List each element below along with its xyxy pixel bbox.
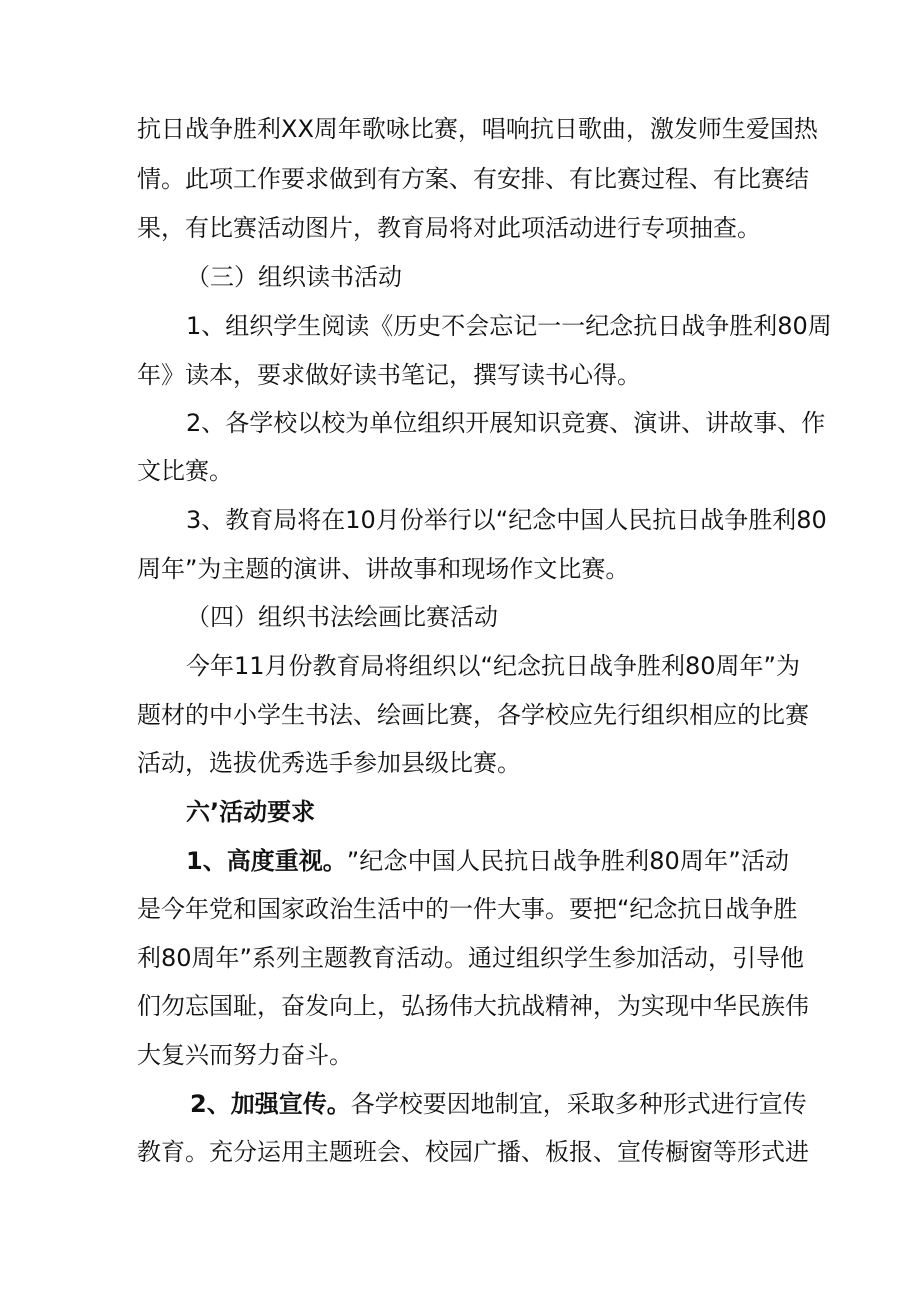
paragraph-line: 3、教育局将在10月份举行以“纪念中国人民抗日战争胜利80 xyxy=(186,506,827,534)
paragraph-line: 是今年党和国家政治生活中的一件大事。要把“纪念抗日战争胜 xyxy=(137,895,798,923)
requirement-2-label: 2、加强宣传。 xyxy=(190,1090,351,1118)
section-heading-6: 六’活动要求 xyxy=(186,798,316,826)
requirement-1-line xyxy=(186,846,789,876)
paragraph-line: 利80周年”系列主题教育活动。通过组织学生参加活动，引导他 xyxy=(137,944,804,972)
paragraph-line: 教育。充分运用主题班会、校园广播、板报、宣传橱窗等形式进 xyxy=(137,1138,809,1166)
section-heading-4: （四）组织书法绘画比赛活动 xyxy=(186,603,498,631)
paragraph-line: 题材的中小学生书法、绘画比赛，各学校应先行组织相应的比赛 xyxy=(137,701,809,729)
paragraph-line: 周年”为主题的演讲、讲故事和现场作文比赛。 xyxy=(137,555,630,583)
paragraph-line: 今年11月份教育局将组织以“纪念抗日战争胜利80周年”为 xyxy=(186,652,800,680)
paragraph-line: 年》读本，要求做好读书笔记，撰写读书心得。 xyxy=(137,361,641,389)
paragraph-line: 文比赛。 xyxy=(137,457,233,485)
section-heading-3: （三）组织读书活动 xyxy=(186,263,402,291)
paragraph-line: 大复兴而努力奋斗。 xyxy=(137,1041,353,1069)
paragraph-line: 2、各学校以校为单位组织开展知识竞赛、演讲、讲故事、作 xyxy=(186,409,826,437)
requirement-1-text: ”纪念中国人民抗日战争胜利80周年”活动 xyxy=(346,847,789,875)
paragraph-line: 1、组织学生阅读《历史不会忘记一一纪念抗日战争胜利80周 xyxy=(186,312,832,340)
paragraph-line: 活动，选拔优秀选手参加县级比赛。 xyxy=(137,749,521,777)
requirement-2-line xyxy=(190,1089,807,1119)
requirement-2-text: 各学校要因地制宜，采取多种形式进行宣传 xyxy=(350,1090,807,1118)
paragraph-line: 抗日战争胜利XX周年歌咏比赛，唱响抗日歌曲，激发师生爱国热 xyxy=(137,115,818,143)
paragraph-line: 果，有比赛活动图片，教育局将对此项活动进行专项抽查。 xyxy=(137,214,761,242)
paragraph-line: 情。此项工作要求做到有方案、有安排、有比赛过程、有比赛结 xyxy=(137,165,809,193)
requirement-1-label: 1、高度重视。 xyxy=(186,847,347,875)
paragraph-line: 们勿忘国耻，奋发向上，弘扬伟大抗战精神，为实现中华民族伟 xyxy=(137,992,809,1020)
